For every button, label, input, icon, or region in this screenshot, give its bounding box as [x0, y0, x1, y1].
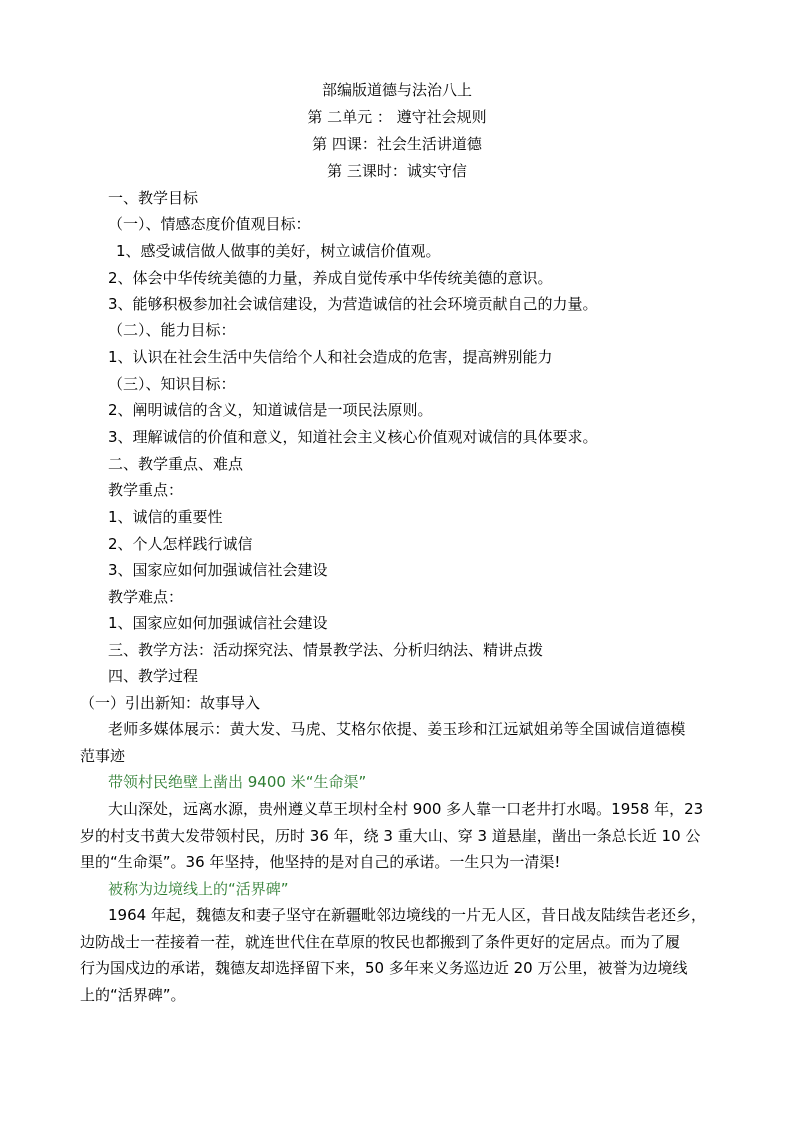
list-item: 1、感受诚信做人做事的美好，树立诚信价值观。 — [116, 242, 441, 260]
list-item: 2、个人怎样践行诚信 — [108, 535, 253, 553]
label-text: 教学重点： — [108, 481, 184, 499]
paragraph-line: 上的“活界碑”。 — [80, 986, 186, 1004]
list-item: 1、国家应如何加强诚信社会建设 — [108, 614, 328, 632]
doc-title: 部编版道德与法治八上 — [321, 81, 472, 99]
subsection-heading: （一）引出新知：故事导入 — [80, 694, 261, 712]
section-heading: 一、教学目标 — [108, 189, 199, 207]
story-heading: 被称为边境线上的“活界碑” — [108, 880, 289, 898]
list-item: 3、国家应如何加强诚信社会建设 — [108, 561, 328, 579]
paragraph-line: 范事迹 — [80, 747, 126, 765]
paragraph-line: 老师多媒体展示：黄大发、马虎、艾格尔依提、姜玉珍和江远斌姐弟等全国诚信道德模 — [108, 720, 686, 738]
subsection-heading: （三）、知识目标： — [108, 375, 236, 393]
list-item: 3、能够积极参加社会诚信建设，为营造诚信的社会环境贡献自己的力量。 — [108, 295, 598, 313]
period-title: 第 三课时：诚实守信 — [327, 162, 467, 180]
label-text: 教学难点： — [108, 588, 184, 606]
list-item: 2、阐明诚信的含义，知道诚信是一项民法原则。 — [108, 401, 433, 419]
section-heading: 二、教学重点、难点 — [108, 455, 244, 473]
subsection-heading: （一）、情感态度价值观目标： — [108, 215, 311, 233]
paragraph-line: 边防战士一茬接着一茬，就连世代住在草原的牧民也都搬到了条件更好的定居点。而为了履 — [80, 933, 681, 951]
paragraph-line: 里的“生命渠”。36 年坚持，他坚持的是对自己的承诺。一生只为一清渠! — [80, 853, 561, 871]
list-item: 2、体会中华传统美德的力量，养成自觉传承中华传统美德的意识。 — [108, 269, 553, 287]
paragraph-line: 1964 年起，魏德友和妻子坚守在新疆毗邻边境线的一片无人区，昔日战友陆续告老还乡， — [108, 906, 706, 924]
story-heading: 带领村民绝壁上凿出 9400 米“生命渠” — [108, 773, 367, 791]
section-heading: 四、教学过程 — [108, 667, 199, 685]
lesson-title: 第 四课：社会生活讲道德 — [312, 135, 482, 153]
list-item: 3、理解诚信的价值和意义，知道社会主义核心价值观对诚信的具体要求。 — [108, 428, 598, 446]
paragraph-line: 大山深处，远离水源，贵州遵义草王坝村全村 900 多人靠一口老井打水喝。1958 年，23 — [108, 800, 704, 818]
paragraph-line: 行为国戍边的承诺，魏德友却选择留下来，50 多年来义务巡边近 20 万公里，被誉为边境线 — [80, 959, 688, 977]
list-item: 1、认识在社会生活中失信给个人和社会造成的危害，提高辨别能力 — [108, 348, 553, 366]
unit-title: 第 二单元 ： 遵守社会规则 — [307, 108, 487, 126]
subsection-heading: （二）、能力目标： — [108, 321, 236, 339]
paragraph-line: 岁的村支书黄大发带领村民，历时 36 年，绕 3 重大山、穿 3 道悬崖，凿出一条总长近 10 公 — [80, 827, 701, 845]
list-item: 1、诚信的重要性 — [108, 508, 223, 526]
section-heading: 三、教学方法：活动探究法、情景教学法、分析归纳法、精讲点拨 — [108, 641, 544, 659]
